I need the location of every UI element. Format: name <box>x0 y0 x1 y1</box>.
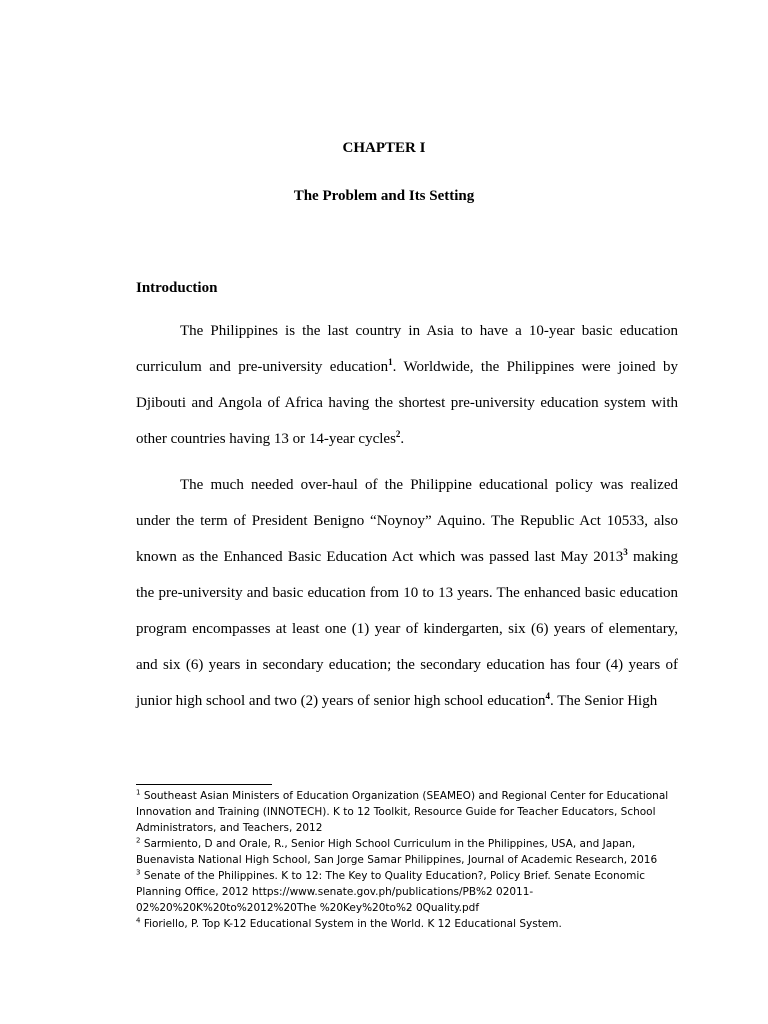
footnote-number: 3 <box>136 868 141 877</box>
footnote-separator <box>136 784 272 785</box>
footnote-ref-4[interactable]: 4 <box>545 691 550 701</box>
footnote-ref-1[interactable]: 1 <box>388 357 393 367</box>
paragraph-text: The much needed over-haul of the Philippine educational policy was realized under the term of President Benigno “Noynoy” Aquino. The Republic Act 10533, also known as the Enhanced Basic Education Act which was passed last May 2013 <box>136 477 678 565</box>
paragraph-text: . The Senior High <box>550 693 658 709</box>
paragraph-1 <box>136 313 678 457</box>
footnote-text: Sarmiento, D and Orale, R., Senior High School Curriculum in the Philippines, USA, and Japan, Buenavista National High School, San Jorge Samar Philippines, Journal of Academic Research, 2016 <box>136 838 658 866</box>
paragraph-text: making the pre-university and basic education from 10 to 13 years. The enhanced basic education program encompasses at least one (1) year of kindergarten, six (6) years of elementary, and six (6) years in secondary education; the secondary education has four (4) years of junior high school and two (2) years of senior high school education <box>136 549 678 709</box>
footnote-ref-2[interactable]: 2 <box>395 429 401 439</box>
footnote-number: 2 <box>136 836 141 845</box>
section-heading: Introduction <box>136 280 218 296</box>
paragraph-text: . <box>400 431 405 447</box>
footnote-2 <box>136 836 672 868</box>
chapter-title: CHAPTER I <box>342 140 426 156</box>
footnote-number: 4 <box>136 916 141 925</box>
footnote-text: Southeast Asian Ministers of Education Organization (SEAMEO) and Regional Center for Educational Innovation and Training (INNOTECH). K to 12 Toolkit, Resource Guide for Teacher Educators, School Administrators, and Teachers, 2012 <box>136 790 669 834</box>
chapter-subtitle: The Problem and Its Setting <box>293 188 475 204</box>
footnote-text: Senate of the Philippines. K to 12: The Key to Quality Education?, Policy Brief. Senate Economic Planning Office, 2012 https://www.senate.gov.ph/publications/PB%2 02011-02%20%20K%20to%2012%20The %20Key%20to%2 0Quality.pdf <box>136 870 646 914</box>
paragraph-text: . Worldwide, the Philippines were joined by Djibouti and Angola of Africa having the shortest pre-university education system with other countries having 13 or 14-year cycles <box>136 359 678 447</box>
footnote-number: 1 <box>136 788 141 797</box>
footnote-4 <box>136 916 672 932</box>
footnote-text: Fioriello, P. Top K-12 Educational System in the World. K 12 Educational System. <box>143 918 562 930</box>
paragraph-2 <box>136 467 678 719</box>
footnote-1 <box>136 788 672 836</box>
footnote-ref-3[interactable]: 3 <box>623 547 628 557</box>
footnote-3 <box>136 868 672 916</box>
footnotes <box>136 788 672 932</box>
paragraph-text: The Philippines is the last country in Asia to have a 10-year basic education curriculum and pre-university education <box>136 323 678 375</box>
